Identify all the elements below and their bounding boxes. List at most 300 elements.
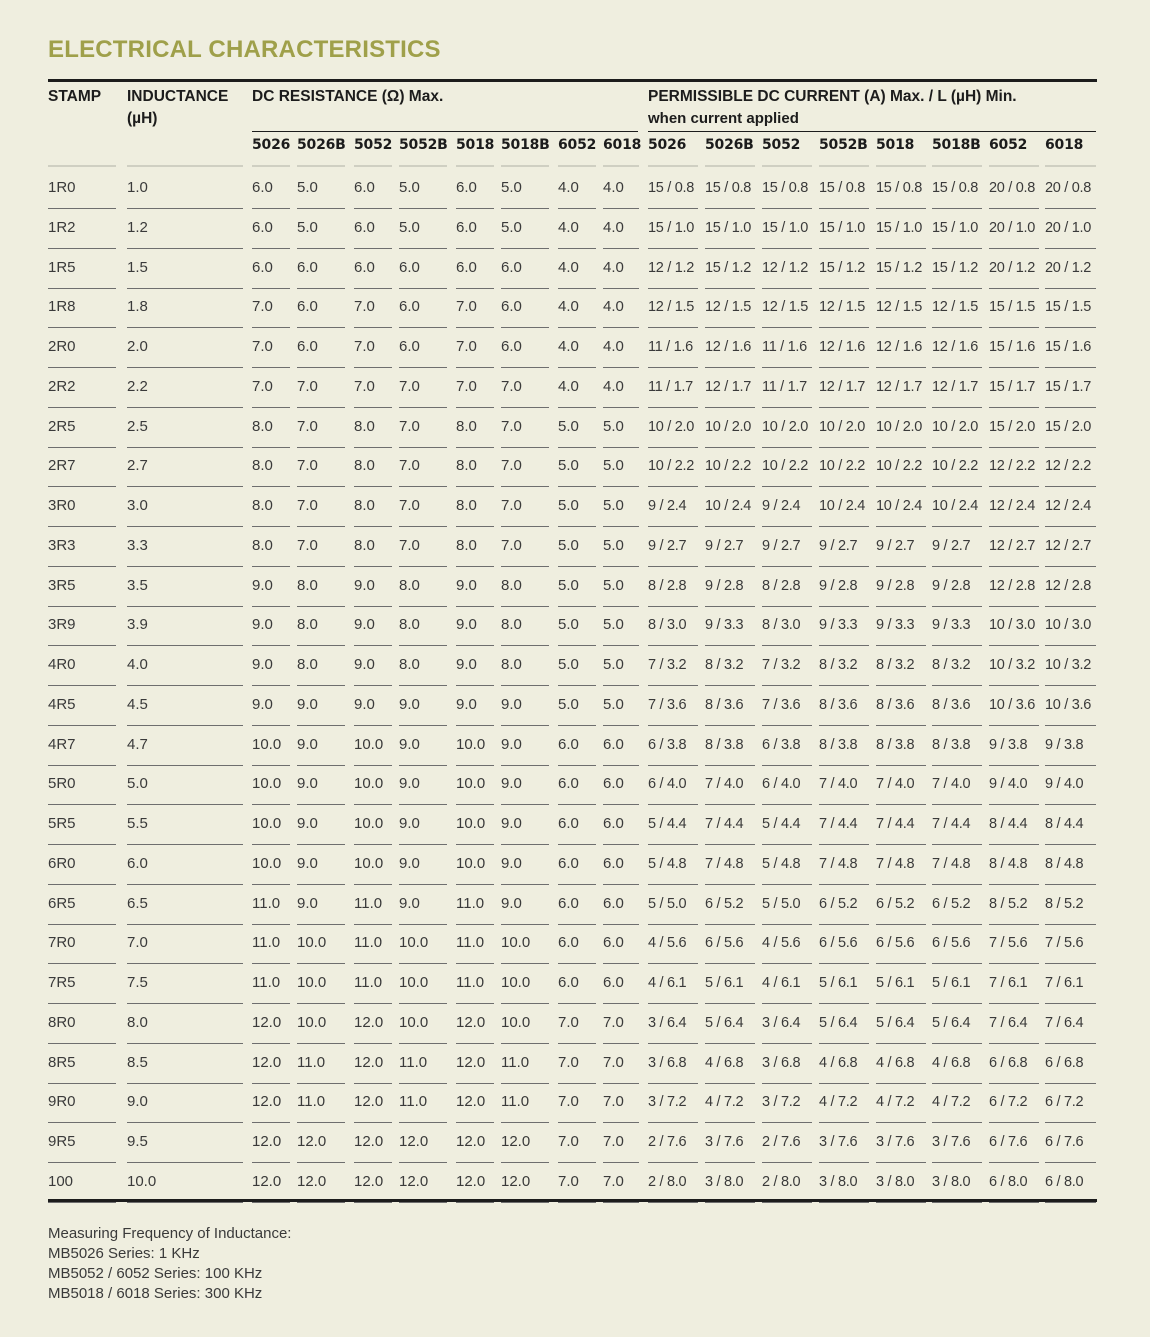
resistance-cell — [354, 1082, 392, 1122]
resistance-cell — [399, 1122, 447, 1162]
current-cell — [648, 367, 698, 407]
resistance-cell — [501, 1082, 549, 1122]
resistance-cell — [456, 526, 494, 566]
current-cell — [1045, 725, 1096, 765]
current-cell — [705, 923, 755, 963]
resistance-cell — [558, 1082, 596, 1122]
current-cell — [1045, 168, 1096, 208]
current-cell-text: 15 / 0.8 — [819, 180, 865, 196]
current-cell — [705, 1162, 755, 1202]
stamp-cell-text: 9R0 — [48, 1093, 76, 1111]
header-stamp: STAMP — [48, 88, 102, 105]
resistance-cell — [297, 287, 345, 327]
table-row — [0, 208, 1150, 248]
current-cell-text: 9 / 2.7 — [705, 537, 744, 554]
current-cell — [876, 923, 926, 963]
current-cell-text: 10 / 3.0 — [989, 617, 1035, 634]
current-cell — [819, 1162, 869, 1202]
resistance-cell-text: 9.0 — [456, 576, 477, 594]
current-cell — [932, 526, 982, 566]
current-cell-text: 11 / 1.7 — [762, 378, 807, 395]
current-cell-text: 12 / 2.8 — [1045, 577, 1091, 594]
current-cell — [1045, 446, 1096, 486]
current-cell-text: 20 / 1.2 — [989, 259, 1035, 276]
resistance-cell-text: 12.0 — [297, 1172, 327, 1190]
inductance-cell-text: 2.0 — [127, 338, 148, 355]
resistance-cell-text: 11.0 — [354, 894, 383, 912]
current-cell-text: 9 / 2.4 — [648, 498, 687, 514]
inductance-cell-text: 7.5 — [127, 974, 148, 991]
current-cell-text: 12 / 1.7 — [819, 378, 865, 395]
current-cell-text: 9 / 3.3 — [819, 617, 858, 634]
table-bottom-rule — [48, 1199, 1097, 1202]
resistance-cell — [603, 168, 639, 208]
current-cell-text: 15 / 1.0 — [762, 219, 808, 236]
table-row — [0, 367, 1150, 407]
column-header-rule — [876, 165, 926, 167]
current-cell-text: 10 / 2.2 — [705, 458, 751, 475]
resistance-cell-text: 5.0 — [603, 536, 624, 554]
current-cell-text: 6 / 5.2 — [705, 895, 744, 912]
resistance-cell-text: 11.0 — [501, 1093, 530, 1111]
resistance-cell — [558, 884, 596, 924]
current-cell — [876, 168, 926, 208]
resistance-cell-text: 7.0 — [354, 298, 375, 316]
current-column-header: 5026B — [705, 137, 754, 153]
current-cell-text: 5 / 4.8 — [648, 855, 687, 872]
stamp-cell — [48, 526, 116, 566]
resistance-cell — [501, 645, 549, 685]
stamp-cell-text: 2R2 — [48, 377, 76, 395]
current-cell — [1045, 566, 1096, 606]
resistance-cell-text: 7.0 — [297, 497, 318, 514]
inductance-cell — [127, 963, 243, 1003]
current-cell — [705, 685, 755, 725]
inductance-cell-text: 6.5 — [127, 894, 148, 912]
resistance-cell-text: 8.0 — [252, 497, 273, 514]
resistance-cell — [252, 1082, 290, 1122]
current-cell — [932, 486, 982, 526]
resistance-cell — [354, 566, 392, 606]
resistance-cell — [456, 1122, 494, 1162]
current-cell-text: 4 / 6.8 — [876, 1054, 915, 1071]
current-cell — [648, 446, 698, 486]
resistance-cell — [297, 645, 345, 685]
current-cell-text: 15 / 0.8 — [932, 180, 978, 196]
current-cell-text: 20 / 0.8 — [1045, 180, 1091, 196]
current-cell — [819, 1122, 869, 1162]
current-cell — [1045, 923, 1096, 963]
resistance-cell-text: 4.0 — [603, 298, 624, 316]
table-row — [0, 685, 1150, 725]
resistance-cell-text: 5.0 — [297, 179, 318, 196]
current-cell-text: 6 / 5.6 — [876, 935, 915, 952]
resistance-cell-text: 6.0 — [252, 258, 273, 276]
table-row — [0, 486, 1150, 526]
resistance-cell-text: 10.0 — [297, 1013, 327, 1031]
stamp-cell — [48, 764, 116, 804]
current-cell-text: 7 / 3.2 — [762, 657, 801, 673]
resistance-cell — [558, 446, 596, 486]
stamp-cell — [48, 923, 116, 963]
resistance-cell-text: 6.0 — [603, 974, 624, 991]
current-cell-text: 3 / 7.2 — [648, 1094, 687, 1111]
current-cell-text: 5 / 4.4 — [762, 816, 801, 832]
current-cell — [819, 645, 869, 685]
inductance-cell — [127, 526, 243, 566]
resistance-cell-text: 10.0 — [297, 934, 327, 952]
current-cell — [819, 685, 869, 725]
stamp-cell — [48, 645, 116, 685]
resistance-cell — [603, 645, 639, 685]
resistance-cell-text: 12.0 — [456, 1133, 486, 1150]
resistance-cell — [354, 1162, 392, 1202]
column-header-rule — [297, 165, 345, 167]
resistance-cell — [399, 1003, 447, 1043]
resistance-cell-text: 7.0 — [603, 1013, 624, 1031]
current-cell — [989, 407, 1039, 447]
inductance-cell-text: 6.0 — [127, 854, 148, 872]
current-cell — [1045, 605, 1096, 645]
resistance-cell-text: 7.0 — [603, 1053, 624, 1071]
current-cell-text: 10 / 3.6 — [989, 696, 1035, 713]
note-line: MB5018 / 6018 Series: 300 KHz — [48, 1285, 263, 1302]
current-cell-text: 6 / 5.6 — [705, 935, 744, 952]
stamp-cell-text: 3R3 — [48, 536, 76, 554]
resistance-cell-text: 10.0 — [252, 775, 282, 793]
current-cell — [648, 725, 698, 765]
resistance-cell-text: 8.0 — [501, 576, 522, 594]
current-cell — [648, 1003, 698, 1043]
resistance-cell — [252, 963, 290, 1003]
resistance-cell-text: 12.0 — [297, 1133, 327, 1150]
table-row — [0, 1082, 1150, 1122]
resistance-cell-text: 4.0 — [603, 377, 624, 395]
resistance-cell — [252, 566, 290, 606]
resistance-cell — [558, 605, 596, 645]
current-cell — [648, 1122, 698, 1162]
current-cell-text: 15 / 0.8 — [705, 180, 751, 196]
resistance-cell — [297, 1122, 345, 1162]
column-header-rule — [127, 165, 243, 167]
current-cell-text: 6 / 4.0 — [762, 776, 801, 793]
current-cell-text: 12 / 1.7 — [932, 378, 978, 395]
resistance-cell-text: 4.0 — [558, 179, 579, 196]
current-cell-text: 12 / 1.5 — [876, 299, 922, 316]
table-row — [0, 1043, 1150, 1083]
current-cell — [705, 486, 755, 526]
resistance-cell-text: 6.0 — [558, 815, 579, 832]
current-cell-text: 8 / 3.0 — [648, 617, 687, 634]
current-cell — [762, 446, 812, 486]
resistance-cell-text: 12.0 — [456, 1053, 486, 1071]
resistance-cell-text: 5.0 — [558, 536, 579, 554]
resistance-cell-text: 12.0 — [456, 1093, 486, 1111]
current-cell — [989, 685, 1039, 725]
resistance-cell — [297, 526, 345, 566]
current-cell — [876, 1043, 926, 1083]
current-cell — [648, 804, 698, 844]
current-cell-text: 8 / 3.0 — [762, 617, 801, 634]
current-cell-text: 5 / 4.4 — [648, 816, 687, 832]
resistance-cell — [252, 844, 290, 884]
resistance-cell-text: 4.0 — [603, 179, 624, 196]
table-row — [0, 287, 1150, 327]
current-cell-text: 5 / 6.1 — [876, 975, 915, 991]
resistance-cell — [558, 1122, 596, 1162]
resistance-cell — [252, 407, 290, 447]
resistance-cell-text: 6.0 — [354, 218, 375, 236]
current-cell-text: 7 / 6.4 — [1045, 1014, 1084, 1031]
resistance-cell — [252, 367, 290, 407]
current-cell — [876, 446, 926, 486]
resistance-cell-text: 10.0 — [456, 815, 486, 832]
current-cell-text: 7 / 4.8 — [932, 855, 971, 872]
current-cell-text: 12 / 1.5 — [932, 299, 978, 316]
current-cell — [705, 844, 755, 884]
current-cell-text: 12 / 1.2 — [648, 259, 694, 276]
table-row — [0, 1003, 1150, 1043]
current-cell — [876, 1082, 926, 1122]
stamp-cell-text: 1R0 — [48, 179, 76, 196]
resistance-cell-text: 12.0 — [501, 1172, 531, 1190]
resistance-cell-text: 6.0 — [603, 854, 624, 872]
resistance-cell — [252, 764, 290, 804]
inductance-cell-text: 2.2 — [127, 377, 148, 395]
resistance-cell-text: 6.0 — [297, 338, 318, 355]
resistance-cell-text: 10.0 — [399, 974, 429, 991]
resistance-cell — [252, 486, 290, 526]
resistance-cell-text: 5.0 — [558, 695, 579, 713]
stamp-cell — [48, 963, 116, 1003]
resistance-cell-text: 5.0 — [558, 656, 579, 673]
resistance-cell-text: 7.0 — [456, 377, 477, 395]
table-row — [0, 1122, 1150, 1162]
resistance-cell — [501, 208, 549, 248]
resistance-cell — [558, 844, 596, 884]
resistance-cell — [603, 725, 639, 765]
current-cell-text: 3 / 7.2 — [762, 1094, 801, 1111]
resistance-cell — [354, 446, 392, 486]
resistance-cell-text: 10.0 — [501, 974, 531, 991]
resistance-cell — [603, 764, 639, 804]
stamp-cell-text: 1R2 — [48, 218, 76, 236]
resistance-cell — [456, 367, 494, 407]
current-cell — [989, 327, 1039, 367]
current-cell-text: 8 / 3.2 — [705, 657, 744, 673]
current-cell — [762, 367, 812, 407]
resistance-cell — [603, 963, 639, 1003]
current-cell — [1045, 367, 1096, 407]
current-cell — [819, 248, 869, 288]
resistance-cell-text: 6.0 — [456, 179, 477, 196]
current-cell — [762, 287, 812, 327]
current-cell — [819, 168, 869, 208]
resistance-cell-text: 11.0 — [501, 1053, 530, 1071]
resistance-cell-text: 4.0 — [558, 218, 579, 236]
current-cell — [648, 526, 698, 566]
resistance-cell — [456, 287, 494, 327]
current-cell — [989, 605, 1039, 645]
column-header-rule — [989, 165, 1039, 167]
current-cell — [989, 725, 1039, 765]
resistance-cell — [558, 1043, 596, 1083]
current-cell — [932, 884, 982, 924]
inductance-cell — [127, 1043, 243, 1083]
current-cell-text: 4 / 6.8 — [705, 1054, 744, 1071]
resistance-cell-text: 7.0 — [297, 377, 318, 395]
column-header-rule — [932, 165, 982, 167]
resistance-cell — [354, 168, 392, 208]
current-cell-text: 12 / 1.7 — [876, 378, 922, 395]
inductance-cell — [127, 407, 243, 447]
current-cell-text: 10 / 2.0 — [762, 418, 808, 435]
resistance-cell — [354, 844, 392, 884]
current-cell — [876, 1003, 926, 1043]
current-cell-text: 7 / 4.4 — [819, 816, 858, 832]
current-column-header: 6052 — [989, 137, 1028, 153]
current-cell — [762, 208, 812, 248]
current-cell-text: 10 / 2.2 — [876, 458, 922, 475]
resistance-cell — [252, 605, 290, 645]
inductance-cell — [127, 446, 243, 486]
current-cell-text: 7 / 4.8 — [876, 855, 915, 872]
current-cell — [762, 407, 812, 447]
current-cell — [819, 605, 869, 645]
resistance-cell-text: 10.0 — [354, 775, 384, 793]
stamp-cell-text: 5R0 — [48, 775, 76, 793]
current-cell — [1045, 208, 1096, 248]
resistance-cell — [354, 287, 392, 327]
current-cell-text: 10 / 2.2 — [762, 458, 808, 475]
current-cell — [819, 804, 869, 844]
table-row — [0, 605, 1150, 645]
resistance-cell-text: 6.0 — [501, 258, 522, 276]
inductance-cell-text: 1.2 — [127, 218, 148, 236]
resistance-cell-text: 7.0 — [252, 377, 273, 395]
header-dc-resistance: DC RESISTANCE (Ω) Max. — [252, 88, 444, 105]
resistance-cell-text: 12.0 — [354, 1013, 384, 1031]
resistance-cell-text: 6.0 — [252, 218, 273, 236]
current-cell-text: 9 / 4.0 — [989, 776, 1028, 793]
resistance-cell-text: 9.0 — [252, 695, 273, 713]
current-cell-text: 8 / 3.2 — [932, 657, 971, 673]
current-cell — [819, 446, 869, 486]
resistance-cell-text: 12.0 — [456, 1013, 486, 1031]
resistance-cell — [252, 287, 290, 327]
resistance-cell — [558, 645, 596, 685]
resistance-cell — [558, 486, 596, 526]
resistance-cell-text: 4.0 — [603, 258, 624, 276]
current-cell-text: 9 / 2.8 — [819, 577, 858, 594]
current-cell-text: 8 / 3.6 — [876, 696, 915, 713]
stamp-cell-text: 4R5 — [48, 695, 76, 713]
current-cell — [932, 804, 982, 844]
current-header-rule — [648, 131, 1096, 132]
current-cell — [876, 566, 926, 606]
current-cell — [705, 1122, 755, 1162]
stamp-cell-text: 8R0 — [48, 1013, 76, 1031]
current-cell-text: 11 / 1.7 — [648, 378, 693, 395]
current-cell — [648, 566, 698, 606]
current-cell — [705, 884, 755, 924]
inductance-cell-text: 7.0 — [127, 934, 148, 952]
current-cell-text: 7 / 5.6 — [1045, 935, 1084, 952]
resistance-column-header: 5018 — [456, 137, 495, 153]
current-cell — [648, 248, 698, 288]
current-cell — [932, 1162, 982, 1202]
current-cell-text: 10 / 3.2 — [989, 657, 1035, 673]
current-cell — [648, 685, 698, 725]
resistance-cell — [603, 605, 639, 645]
current-cell — [705, 1043, 755, 1083]
resistance-cell-text: 6.0 — [558, 854, 579, 872]
current-cell — [932, 446, 982, 486]
current-cell — [819, 764, 869, 804]
resistance-cell-text: 6.0 — [558, 894, 579, 912]
resistance-cell — [399, 566, 447, 606]
table-row — [0, 725, 1150, 765]
current-cell — [876, 208, 926, 248]
current-cell-text: 7 / 4.8 — [819, 855, 858, 872]
stamp-cell — [48, 844, 116, 884]
current-cell — [705, 287, 755, 327]
resistance-cell — [297, 963, 345, 1003]
resistance-cell-text: 7.0 — [252, 298, 273, 316]
table-row — [0, 1162, 1150, 1202]
resistance-cell — [603, 566, 639, 606]
resistance-cell-text: 7.0 — [399, 457, 420, 475]
current-cell-text: 15 / 1.0 — [876, 219, 922, 236]
current-cell — [705, 764, 755, 804]
current-cell-text: 9 / 2.7 — [876, 537, 915, 554]
current-cell — [876, 605, 926, 645]
resistance-cell — [399, 287, 447, 327]
table-row — [0, 844, 1150, 884]
current-cell-text: 2 / 8.0 — [762, 1173, 801, 1190]
resistance-cell-text: 5.0 — [558, 417, 579, 435]
resistance-cell-text: 5.0 — [603, 417, 624, 435]
current-cell-text: 8 / 3.6 — [932, 696, 971, 713]
resistance-cell — [603, 1162, 639, 1202]
current-cell — [819, 1043, 869, 1083]
current-cell-text: 5 / 6.4 — [876, 1014, 915, 1031]
resistance-cell-text: 7.0 — [501, 377, 522, 395]
resistance-cell-text: 8.0 — [456, 536, 477, 554]
resistance-cell — [456, 844, 494, 884]
resistance-cell-text: 5.0 — [603, 616, 624, 634]
resistance-cell — [354, 685, 392, 725]
column-header-rule — [762, 165, 812, 167]
resistance-cell — [603, 844, 639, 884]
current-cell-text: 9 / 3.3 — [932, 617, 971, 634]
inductance-cell-text: 1.0 — [127, 179, 148, 196]
current-cell-text: 3 / 7.6 — [819, 1134, 858, 1150]
resistance-cell-text: 8.0 — [252, 417, 273, 435]
column-header-rule — [819, 165, 869, 167]
current-cell — [932, 645, 982, 685]
resistance-cell — [252, 804, 290, 844]
resistance-cell — [456, 1082, 494, 1122]
current-cell — [932, 1082, 982, 1122]
resistance-cell-text: 6.0 — [501, 338, 522, 355]
current-cell — [705, 168, 755, 208]
resistance-column-header: 5052 — [354, 137, 393, 153]
resistance-cell-text: 8.0 — [456, 417, 477, 435]
resistance-cell — [252, 725, 290, 765]
resistance-cell — [297, 208, 345, 248]
current-cell-text: 15 / 0.8 — [762, 180, 808, 196]
